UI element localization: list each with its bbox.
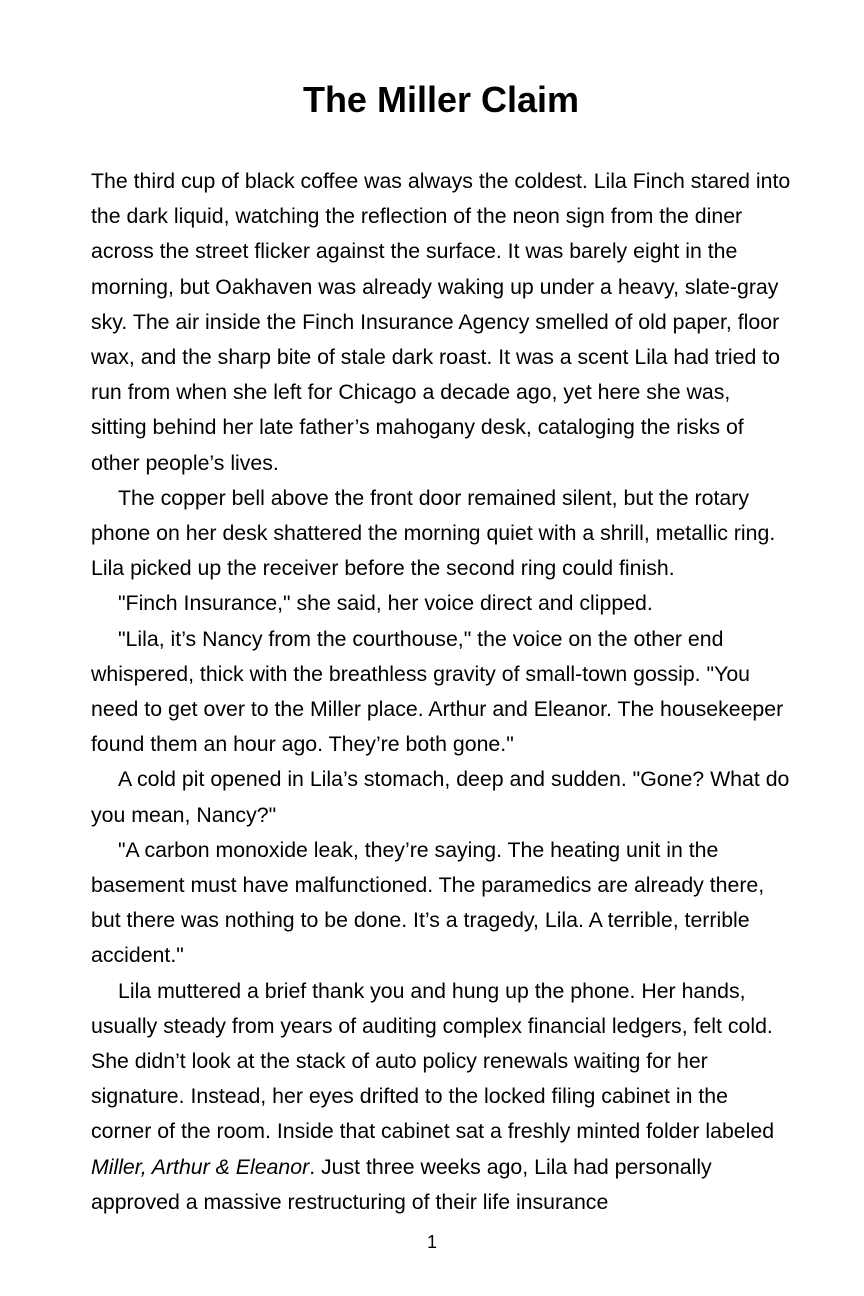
paragraph-4: "Lila, it’s Nancy from the courthouse," the voice on the other end whispered, thick with the breathless gravity of small-town gossip. "You need to get over to the Miller place. Arthur and Eleanor. The housekeeper found them an hour ago. They’re both gone." — [91, 626, 784, 757]
paragraph-6: "A carbon monoxide leak, they’re saying. The heating unit in the basement must have malfunctioned. The paramedics are already there, but there was nothing to be done. It’s a tragedy, Lila. A terrible, terrible accident." — [91, 837, 765, 968]
paragraph-7 — [91, 974, 791, 1220]
paragraph-7-text-after: . Just three weeks ago, Lila had personally approved a massive restructuring of their life insurance — [91, 1154, 712, 1214]
paragraph-5: A cold pit opened in Lila’s stomach, deep and sudden. "Gone? What do you mean, Nancy?" — [91, 767, 790, 827]
paragraph-7-text-before: Lila muttered a brief thank you and hung up the phone. Her hands, usually steady from years of auditing complex financial ledgers, felt cold. She didn’t look at the stack of auto policy renewals waiting for her signature. Instead, her eyes drifted to the locked filing cabinet in the corner of the room. Inside that cabinet sat a freshly minted folder labeled — [91, 978, 775, 1144]
paragraph-1: The third cup of black coffee was always the coldest. Lila Finch stared into the dark liquid, watching the reflection of the neon sign from the diner across the street flicker against the surface. It was barely eight in the morning, but Oakhaven was already waking up under a heavy, slate-gray sky. The air inside the Finch Insurance Agency smelled of old paper, floor wax, and the sharp bite of stale dark roast. It was a scent Lila had tried to run from when she left for Chicago a decade ago, yet here she was, sitting behind her late father’s mahogany desk, cataloging the risks of other people’s lives. — [91, 169, 791, 475]
paragraph-3: "Finch Insurance," she said, her voice direct and clipped. — [118, 591, 653, 616]
folder-label-italic: Miller, Arthur & Eleanor — [91, 1154, 310, 1179]
page-number: 1 — [426, 1232, 437, 1252]
paragraph-2: The copper bell above the front door remained silent, but the rotary phone on her desk shattered the morning quiet with a shrill, metallic ring. Lila picked up the receiver before the second ring could finish. — [91, 485, 776, 581]
body-text — [91, 164, 791, 1220]
page-title: The Miller Claim — [302, 79, 580, 120]
